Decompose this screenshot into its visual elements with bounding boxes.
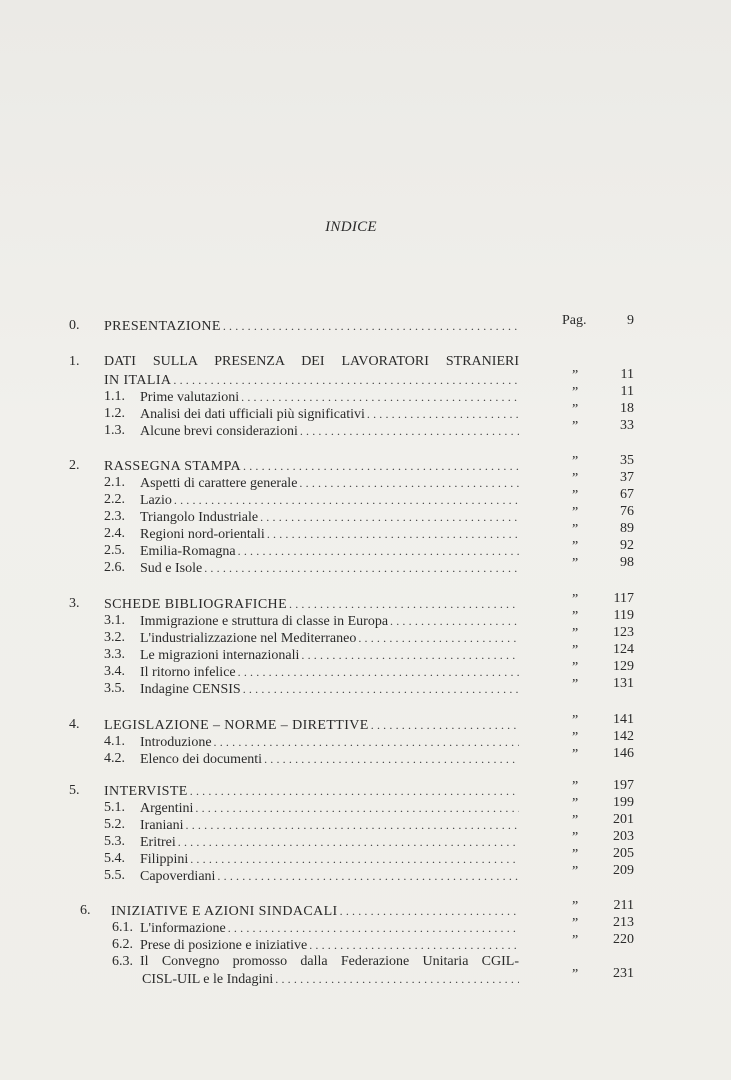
toc-entry: [0, 676, 731, 698]
ditto-mark: ”: [572, 471, 579, 486]
toc-entry-number: 5.3.: [104, 834, 125, 849]
toc-entry-number: 5.: [69, 783, 80, 798]
toc-entry-number: 4.1.: [104, 734, 125, 749]
dot-leader: [243, 457, 519, 475]
toc-entry-page: 209: [613, 863, 634, 878]
toc-entry-number: 2.2.: [104, 492, 125, 507]
toc-entry-page: 37: [620, 470, 634, 485]
ditto-mark: ”: [572, 556, 579, 571]
toc-entry-page: 119: [613, 608, 634, 623]
toc-entry-page: 203: [613, 829, 634, 844]
toc-entry-number: 3.4.: [104, 664, 125, 679]
toc-entry-number: 3.5.: [104, 681, 125, 696]
ditto-mark: ”: [572, 916, 579, 931]
ditto-mark: ”: [572, 505, 579, 520]
dot-leader: [238, 663, 519, 681]
page-title: INDICE: [325, 219, 377, 235]
dot-leader: [275, 970, 519, 988]
dot-leader: [228, 919, 519, 937]
toc-entry-title: Emilia-Romagna: [140, 544, 236, 559]
toc-entry: [0, 746, 731, 768]
toc-entry-title: PRESENTAZIONE: [104, 319, 221, 334]
toc-entry-number: 5.1.: [104, 800, 125, 815]
ditto-mark: ”: [572, 368, 579, 383]
toc-entry-number: 3.3.: [104, 647, 125, 662]
toc-entry-title: Le migrazioni internazionali: [140, 648, 300, 663]
ditto-mark: ”: [572, 677, 579, 692]
toc-entry-title: SCHEDE BIBLIOGRAFICHE: [104, 597, 288, 612]
toc-entry-title: Elenco dei documenti: [140, 752, 263, 767]
ditto-mark: ”: [572, 813, 579, 828]
toc-entry-title: Aspetti di carattere generale: [140, 476, 298, 491]
toc-entry-number: 2.3.: [104, 509, 125, 524]
toc-entry-number: 6.3.: [112, 954, 133, 969]
toc-entry-page: 220: [613, 932, 634, 947]
toc-entry-page: 9: [627, 313, 634, 328]
toc-entry-page: 199: [613, 795, 634, 810]
toc-entry-title: INTERVISTE: [104, 784, 188, 799]
toc-entry: [0, 313, 731, 335]
dot-leader: [309, 936, 519, 954]
toc-entry-page: 117: [613, 591, 634, 606]
toc-entry-page: 92: [620, 538, 634, 553]
toc-entry-page: 98: [620, 555, 634, 570]
toc-entry-page: 211: [613, 898, 634, 913]
toc-entry-page: 67: [620, 487, 634, 502]
dot-leader: [190, 782, 519, 800]
toc-entry-number: 2.6.: [104, 560, 125, 575]
dot-leader: [390, 612, 519, 630]
ditto-mark: ”: [572, 522, 579, 537]
toc-entry-title: Prese di posizione e iniziative: [140, 938, 308, 953]
toc-entry-number: 2.4.: [104, 526, 125, 541]
ditto-mark: ”: [572, 539, 579, 554]
ditto-mark: ”: [572, 730, 579, 745]
toc-entry-title: Triangolo Industriale: [140, 510, 259, 525]
toc-entry-number: 0.: [69, 318, 80, 333]
toc-entry-title: Indagine CENSIS: [140, 682, 241, 697]
dot-leader: [217, 867, 519, 885]
toc-entry-number: 5.2.: [104, 817, 125, 832]
ditto-mark: ”: [572, 660, 579, 675]
toc-entry-page: 131: [613, 676, 634, 691]
dot-leader: [241, 388, 519, 406]
toc-entry-number: 2.5.: [104, 543, 125, 558]
dot-leader: [371, 716, 519, 734]
dot-leader: [238, 542, 519, 560]
toc-entry-page: 11: [620, 384, 634, 399]
toc-entry-title: LEGISLAZIONE – NORME – DIRETTIVE: [104, 718, 369, 733]
toc-entry-number: 3.1.: [104, 613, 125, 628]
toc-entry-title: IN ITALIA: [104, 373, 172, 388]
toc-entry-number: 4.2.: [104, 751, 125, 766]
dot-leader: [340, 902, 519, 920]
toc-entry: [0, 932, 731, 954]
ditto-mark: ”: [572, 864, 579, 879]
toc-entry-number: 1.3.: [104, 423, 125, 438]
toc-entry-page: 201: [613, 812, 634, 827]
toc-entry-number: 1.1.: [104, 389, 125, 404]
ditto-mark: ”: [572, 713, 579, 728]
toc-entry-title: Immigrazione e struttura di classe in Europa: [140, 614, 389, 629]
pag-label: Pag.: [562, 313, 587, 328]
toc-entry-number: 4.: [69, 717, 80, 732]
toc-entry-title: Il Convegno promosso dalla Federazione Unitaria CGIL-: [140, 954, 519, 969]
ditto-mark: ”: [572, 830, 579, 845]
toc-entry-title: CISL-UIL e le Indagini: [142, 972, 274, 987]
toc-entry-page: 205: [613, 846, 634, 861]
dot-leader: [243, 680, 519, 698]
toc-entry-number: 1.2.: [104, 406, 125, 421]
toc-entry-title: Prime valutazioni: [140, 390, 240, 405]
toc-entry-number: 6.2.: [112, 937, 133, 952]
toc-entry-title: Eritrei: [140, 835, 176, 850]
toc-entry-page: 124: [613, 642, 634, 657]
ditto-mark: ”: [572, 454, 579, 469]
toc-entry-page: 213: [613, 915, 634, 930]
toc-entry-title: Iraniani: [140, 818, 184, 833]
dot-leader: [299, 474, 519, 492]
toc-entry-number: 6.: [80, 903, 91, 918]
dot-leader: [300, 422, 519, 440]
toc-entry-title: Analisi dei dati ufficiali più significativi: [140, 407, 365, 422]
dot-leader: [267, 525, 519, 543]
ditto-mark: ”: [572, 796, 579, 811]
toc-entry-number: 3.2.: [104, 630, 125, 645]
dot-leader: [190, 850, 519, 868]
toc-entry-title: Sud e Isole: [140, 561, 203, 576]
ditto-mark: ”: [572, 419, 579, 434]
dot-leader: [174, 491, 519, 509]
ditto-mark: ”: [572, 592, 579, 607]
ditto-mark: ”: [572, 643, 579, 658]
ditto-mark: ”: [572, 609, 579, 624]
ditto-mark: ”: [572, 899, 579, 914]
toc-entry-number: 3.: [69, 596, 80, 611]
dot-leader: [367, 405, 519, 423]
toc-entry-title: Argentini: [140, 801, 194, 816]
ditto-mark: ”: [572, 402, 579, 417]
dot-leader: [289, 595, 519, 613]
toc-entry-page: 129: [613, 659, 634, 674]
toc-entry-page: 11: [620, 367, 634, 382]
toc-entry-title: Regioni nord-orientali: [140, 527, 265, 542]
toc-entry: [0, 418, 731, 440]
ditto-mark: ”: [572, 779, 579, 794]
dot-leader: [204, 559, 519, 577]
toc-entry-number: 1.: [69, 354, 80, 369]
toc-entry-number: 5.4.: [104, 851, 125, 866]
toc-entry-number: 2.1.: [104, 475, 125, 490]
toc-entry: [0, 555, 731, 577]
toc-entry-page: 142: [613, 729, 634, 744]
ditto-mark: ”: [572, 385, 579, 400]
toc-entry-page: 197: [613, 778, 634, 793]
ditto-mark: ”: [572, 967, 579, 982]
toc-entry-title: Filippini: [140, 852, 189, 867]
toc-entry-page: 76: [620, 504, 634, 519]
toc-entry-title: Alcune brevi considerazioni: [140, 424, 298, 439]
dot-leader: [260, 508, 519, 526]
ditto-mark: ”: [572, 747, 579, 762]
toc-entry-title: L'industrializzazione nel Mediterraneo: [140, 631, 357, 646]
dot-leader: [178, 833, 519, 851]
toc-entry-title: Introduzione: [140, 735, 212, 750]
dot-leader: [173, 371, 519, 389]
dot-leader: [264, 750, 519, 768]
toc-entry-number: 6.1.: [112, 920, 133, 935]
toc-entry-number: 5.5.: [104, 868, 125, 883]
dot-leader: [186, 816, 519, 834]
dot-leader: [358, 629, 519, 647]
toc-entry-page: 35: [620, 453, 634, 468]
toc-entry-title: Il ritorno infelice: [140, 665, 236, 680]
toc-entry: [0, 966, 731, 988]
toc-entry-page: 123: [613, 625, 634, 640]
toc-entry: [0, 863, 731, 885]
toc-entry-title: Capoverdiani: [140, 869, 216, 884]
toc-entry-page: 141: [613, 712, 634, 727]
toc-entry-page: 33: [620, 418, 634, 433]
ditto-mark: ”: [572, 847, 579, 862]
toc-entry-title: Lazio: [140, 493, 172, 508]
ditto-mark: ”: [572, 933, 579, 948]
dot-leader: [301, 646, 519, 664]
toc-entry-title: INIZIATIVE E AZIONI SINDACALI: [111, 904, 338, 919]
toc-entry-page: 18: [620, 401, 634, 416]
dot-leader: [214, 733, 519, 751]
dot-leader: [195, 799, 519, 817]
toc-entry-page: 146: [613, 746, 634, 761]
dot-leader: [223, 317, 519, 335]
toc-entry-title: DATI SULLA PRESENZA DEI LAVORATORI STRANIERI: [104, 354, 519, 369]
toc-entry-page: 231: [613, 966, 634, 981]
toc-entry-page: 89: [620, 521, 634, 536]
ditto-mark: ”: [572, 488, 579, 503]
toc-entry-title: RASSEGNA STAMPA: [104, 459, 242, 474]
toc-entry-title: L'informazione: [140, 921, 226, 936]
toc-entry-number: 2.: [69, 458, 80, 473]
ditto-mark: ”: [572, 626, 579, 641]
